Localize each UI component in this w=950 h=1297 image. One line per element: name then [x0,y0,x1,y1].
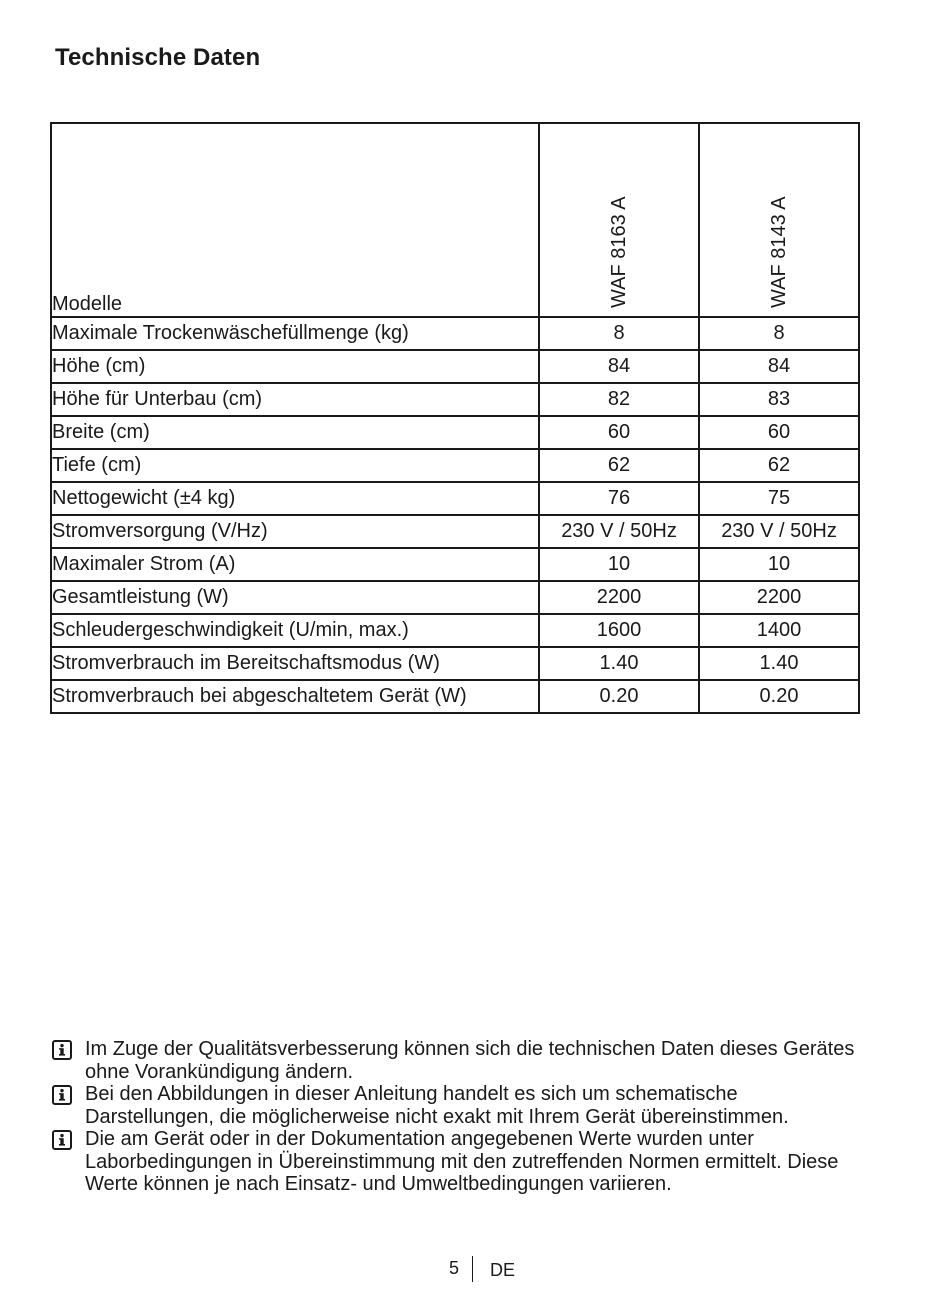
models-header-label: Modelle [51,123,539,317]
note-line: Darstellungen, die möglicherweise nicht exakt mit Ihrem Gerät übereinstimmen. [85,1105,789,1128]
language-code: DE [490,1260,516,1280]
spec-value: 1.40 [539,647,699,680]
spec-label: Maximale Trockenwäschefüllmenge (kg) [51,317,539,350]
spec-value: 60 [539,416,699,449]
table-row [51,614,859,647]
spec-value: 83 [699,383,859,416]
spec-value: 62 [699,449,859,482]
spec-value: 8 [539,317,699,350]
spec-value: 62 [539,449,699,482]
spec-value: 76 [539,482,699,515]
spec-value: 82 [539,383,699,416]
spec-value: 1400 [699,614,859,647]
model-name: WAF 8143 A [768,196,790,308]
spec-value: 1.40 [699,647,859,680]
table-header-row [51,123,859,317]
spec-label: Tiefe (cm) [51,449,539,482]
spec-label: Maximaler Strom (A) [51,548,539,581]
spec-label: Stromversorgung (V/Hz) [51,515,539,548]
spec-label: Stromverbrauch im Bereitschaftsmodus (W) [51,647,539,680]
spec-value: 75 [699,482,859,515]
info-note [50,1128,910,1196]
spec-label: Schleudergeschwindigkeit (U/min, max.) [51,614,539,647]
spec-label: Gesamtleistung (W) [51,581,539,614]
note-line: Die am Gerät oder in der Dokumentation angegebenen Werte wurden unter [85,1128,754,1150]
spec-value: 10 [699,548,859,581]
spec-value: 2200 [539,581,699,614]
page-number: 5 [449,1258,460,1278]
note-line: Im Zuge der Qualitätsverbesserung können sich die technischen Daten dieses Gerätes [85,1038,855,1060]
model-name: WAF 8163 A [608,196,630,308]
info-note [50,1038,910,1083]
spec-value: 84 [539,350,699,383]
note-line: Werte können je nach Einsatz- und Umweltbedingungen variieren. [85,1173,672,1195]
table-row [51,383,859,416]
spec-label: Höhe (cm) [51,350,539,383]
spec-label: Stromverbrauch bei abgeschaltetem Gerät (W) [51,680,539,713]
info-note [50,1083,910,1128]
spec-value: 1600 [539,614,699,647]
note-line: Bei den Abbildungen in dieser Anleitung handelt es sich um schematische [85,1083,738,1105]
footer-divider [472,1256,473,1282]
info-icon [52,1040,72,1060]
info-icon [52,1130,72,1150]
spec-value: 0.20 [539,680,699,713]
spec-label: Höhe für Unterbau (cm) [51,383,539,416]
spec-value: 60 [699,416,859,449]
table-row [51,416,859,449]
table-row [51,350,859,383]
spec-value: 0.20 [699,680,859,713]
note-line: Laborbedingungen in Übereinstimmung mit den zutreffenden Normen ermittelt. Diese [85,1150,839,1173]
spec-value: 10 [539,548,699,581]
page-title: Technische Daten [55,44,261,71]
spec-value: 2200 [699,581,859,614]
specs-table [50,122,860,714]
spec-value: 8 [699,317,859,350]
table-row [51,515,859,548]
spec-label: Breite (cm) [51,416,539,449]
table-row [51,482,859,515]
spec-value: 84 [699,350,859,383]
spec-value: 230 V / 50Hz [699,515,859,548]
model-column-header [699,123,859,317]
table-row [51,680,859,713]
spec-label: Nettogewicht (±4 kg) [51,482,539,515]
table-row [51,449,859,482]
spec-value: 230 V / 50Hz [539,515,699,548]
table-row [51,647,859,680]
table-row [51,581,859,614]
table-row [51,548,859,581]
note-line: ohne Vorankündigung ändern. [85,1060,354,1083]
info-notes [50,1038,910,1196]
table-row [51,317,859,350]
info-icon [52,1085,72,1105]
model-column-header [539,123,699,317]
